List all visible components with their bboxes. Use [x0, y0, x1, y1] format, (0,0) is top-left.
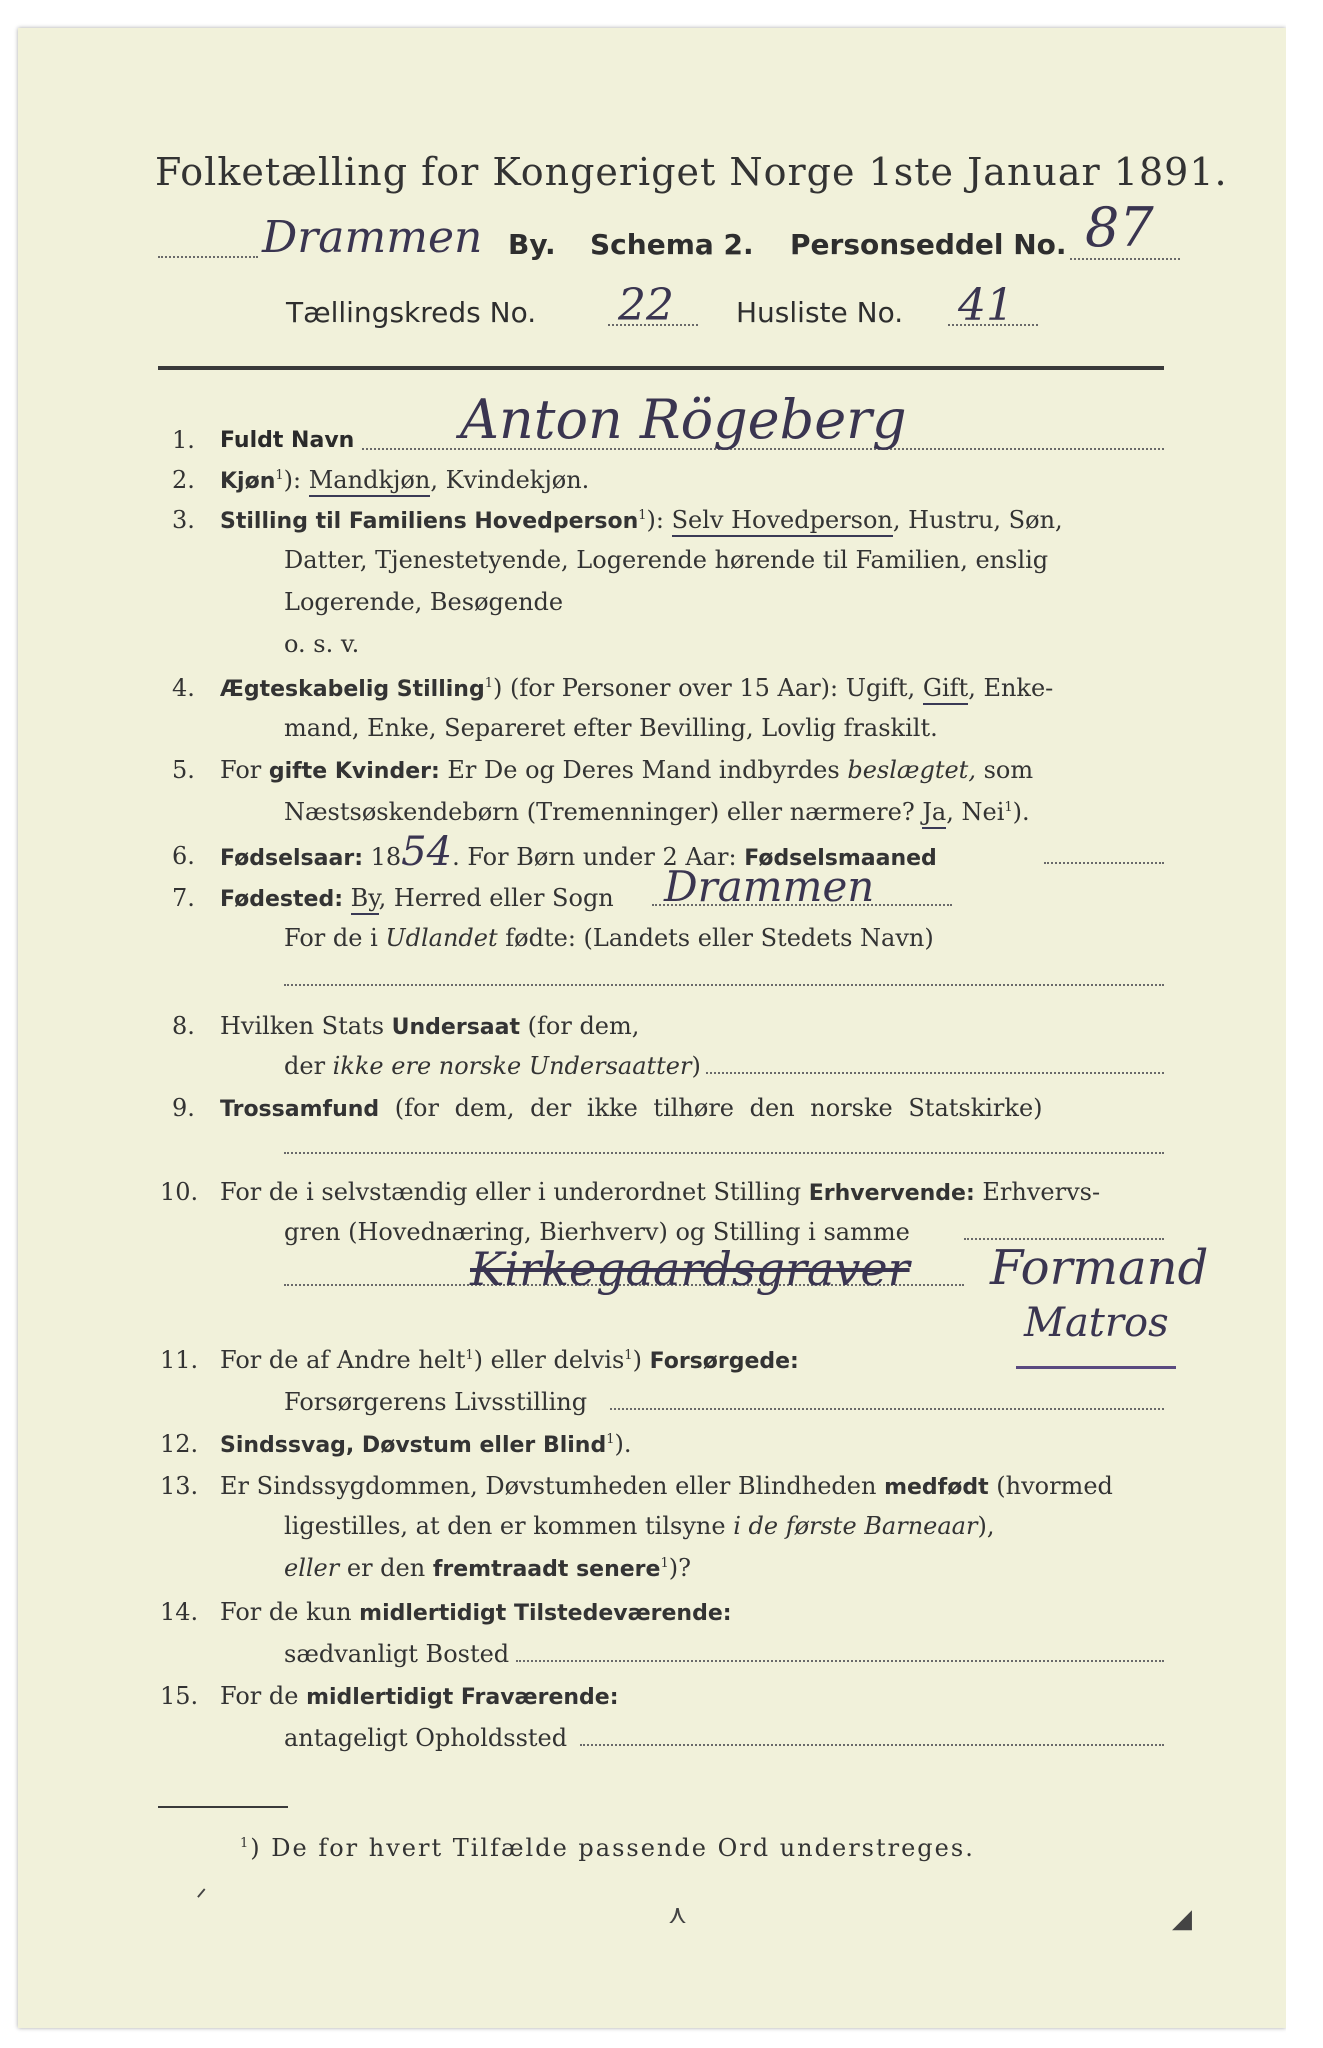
q1-number: 1. [172, 426, 195, 454]
q11-footnote-ref-1: 1 [465, 1348, 474, 1363]
q15-line2: antageligt Opholdssted [284, 1724, 568, 1752]
q8-line2-a: der [284, 1052, 333, 1080]
kreds-label: Tællingskreds No. [286, 296, 537, 329]
q12-line1 [220, 1430, 631, 1458]
q13-line2 [284, 1512, 994, 1540]
q10-pre: For de i selvstændig eller i underordnet Stilling [220, 1178, 809, 1206]
q5-footnote-ref: 1 [1004, 800, 1013, 815]
q15-pre: For de [220, 1682, 307, 1710]
q4-line2: mand, Enke, Separeret efter Bevilling, Lovlig fraskilt. [284, 714, 938, 742]
pencil-mark-icon: ⋏ [668, 1900, 688, 1930]
q1-name-handwritten: Anton Rögeberg [460, 388, 907, 451]
q14-dotted-line [516, 1660, 1164, 1662]
page-margin [1286, 0, 1323, 2048]
q4-footnote-ref: 1 [484, 676, 494, 691]
q10-handwritten-underline [1016, 1366, 1176, 1369]
q7-label: Fødested: [220, 887, 343, 912]
q6-text: . For Børn under 2 Aar: [452, 843, 745, 871]
schema-label: Schema 2. [590, 228, 754, 261]
q8-number: 8. [172, 1012, 195, 1040]
q5-som: som [975, 756, 1034, 784]
form-title: Folketælling for Kongeriget Norge 1ste Januar 1891. [155, 150, 1228, 194]
q3-option-selv-hovedperson: Selv Hovedperson [672, 506, 893, 537]
q12-footnote-ref: 1 [606, 1432, 615, 1447]
q7-option-by: By [351, 884, 379, 915]
q11-mid2: ) [632, 1346, 650, 1374]
q10-label: Erhvervende: [808, 1181, 975, 1206]
q13-line2-italic: i de første Barneaar [733, 1512, 978, 1540]
q6-label: Fødselsaar: [220, 846, 363, 871]
city-dotted-line [158, 256, 258, 258]
q3-sep: ): [646, 506, 672, 534]
q13-end: )? [668, 1554, 691, 1582]
husliste-dotted-line [948, 324, 1038, 326]
q4-text: ) (for Personer over 15 Aar): Ugift, [493, 674, 923, 702]
q12-end: ). [614, 1430, 632, 1458]
q3-line3: Logerende, Besøgende [284, 588, 564, 616]
q4-line1 [220, 674, 1053, 702]
q10-number: 10. [160, 1178, 199, 1206]
q8-line2 [284, 1052, 701, 1080]
q11-dotted-line [610, 1408, 1164, 1410]
q4-option-gift: Gift [923, 674, 968, 705]
q13-eller: eller [284, 1554, 340, 1582]
q2-number: 2. [172, 466, 195, 494]
q3-label: Stilling til Familiens Hovedperson [220, 509, 639, 534]
footnote [240, 1834, 975, 1862]
q3-options-rest: , Hustru, Søn, [892, 506, 1063, 534]
q5-option-ja: Ja [922, 798, 946, 829]
q2-footnote-ref: 1 [275, 468, 284, 483]
q11-footnote-ref-2: 1 [624, 1348, 633, 1363]
q8-dotted-line [706, 1072, 1164, 1074]
q10-occupation2-handwritten: Matros [1024, 1300, 1169, 1346]
kreds-dotted-line [608, 324, 698, 326]
q4-label: Ægteskabelig Stilling [220, 677, 485, 702]
q2-option-mandkjon: Mandkjøn [309, 466, 431, 497]
q15-label: midlertidigt Fraværende: [306, 1685, 619, 1710]
q3-line2: Datter, Tjenestetyende, Logerende hørende til Familien, enslig [284, 546, 1049, 574]
q13-line3-a: er den [339, 1554, 433, 1582]
personseddel-label: Personseddel No. [790, 228, 1067, 261]
q14-pre: For de kun [220, 1598, 360, 1626]
q8-line2-b: ) [691, 1052, 701, 1080]
q9-dotted-line [284, 1152, 1164, 1154]
q15-line1 [220, 1682, 619, 1710]
q6-label2: Fødselsmaaned [744, 846, 937, 871]
q11-pre: For de af Andre helt [220, 1346, 466, 1374]
q11-line2: Forsørgerens Livsstilling [284, 1388, 588, 1416]
q3-line4: o. s. v. [284, 630, 360, 658]
q8-text: (for dem, [520, 1012, 640, 1040]
q5-beslaegtet: beslægtet, [847, 756, 976, 784]
q12-number: 12. [160, 1430, 199, 1458]
q9-line1 [220, 1094, 1043, 1122]
q13-line2-b: ), [977, 1512, 995, 1540]
q5-label: gifte Kvinder: [268, 759, 440, 784]
q8-label: Undersaat [391, 1015, 521, 1040]
q12-label: Sindssvag, Døvstum eller Blind [220, 1433, 607, 1458]
q5-line2-text: Næstsøskendebørn (Tremenninger) eller nærmere? [284, 798, 923, 826]
q2-label: Kjøn [220, 469, 276, 494]
footnote-text: ) De for hvert Tilfælde passende Ord understreges. [250, 1834, 975, 1862]
q13-fremtraadt-senere: fremtraadt senere [432, 1557, 661, 1582]
q5-text: Er De og Deres Mand indbyrdes [439, 756, 848, 784]
q13-line2-a: ligestilles, at den er kommen tilsyne [284, 1512, 734, 1540]
q5-end: ). [1012, 798, 1030, 826]
q2-text [220, 466, 589, 494]
q1-label: Fuldt Navn [220, 428, 355, 453]
q7-number: 7. [172, 884, 195, 912]
q8-line2-italic: ikke ere norske Undersaatter [332, 1052, 692, 1080]
q10-line1 [220, 1178, 1100, 1206]
q15-number: 15. [160, 1682, 199, 1710]
by-label: By. [508, 228, 556, 261]
q10-text: Erhvervs- [974, 1178, 1101, 1206]
q14-number: 14. [160, 1598, 199, 1626]
personseddel-number-handwritten: 87 [1085, 196, 1154, 259]
kreds-number-handwritten: 22 [618, 280, 674, 331]
q10-occupation-handwritten: Formand [990, 1240, 1209, 1296]
q3-number: 3. [172, 506, 195, 534]
q3-footnote-ref: 1 [638, 508, 647, 523]
q4-option-enke: , Enke- [968, 674, 1054, 702]
q3-line1 [220, 506, 1063, 534]
q11-number: 11. [160, 1346, 199, 1374]
husliste-label: Husliste No. [736, 296, 904, 329]
q6-year-handwritten: 54 [401, 829, 453, 875]
q5-option-nei: , Nei [946, 798, 1005, 826]
q13-label: medfødt [884, 1475, 989, 1500]
q5-pre: For [220, 756, 269, 784]
q10-occupation-struck-handwritten: Kirkegaardsgraver [470, 1242, 910, 1296]
q11-label: Forsørgede: [649, 1349, 799, 1374]
q7-udlandet: Udlandet [385, 924, 498, 952]
footnote-rule [158, 1806, 288, 1808]
q7-line2-a: For de i [284, 924, 386, 952]
q13-text: (hvormed [988, 1472, 1113, 1500]
q7-line1 [220, 884, 614, 912]
q6-year-prefix: 18 [363, 843, 402, 871]
q8-pre: Hvilken Stats [220, 1012, 392, 1040]
q13-line1 [220, 1472, 1113, 1500]
q13-pre: Er Sindssygdommen, Døvstumheden eller Blindheden [220, 1472, 885, 1500]
q7-dotted-line-2 [284, 984, 1164, 986]
q9-number: 9. [172, 1094, 195, 1122]
q10-line2: gren (Hovednæring, Bierhverv) og Stilling i samme [284, 1218, 910, 1246]
q13-line3 [284, 1554, 691, 1582]
q9-text: (for dem, der ikke tilhøre den norske Statskirke) [379, 1094, 1043, 1122]
q8-line1 [220, 1012, 639, 1040]
footnote-ref: 1 [240, 1836, 251, 1851]
pencil-mark-icon: ᐟ [196, 1884, 208, 1914]
q2-sep: ): [283, 466, 309, 494]
q5-line2 [284, 798, 1030, 826]
q5-line1 [220, 756, 1033, 784]
q9-label: Trossamfund [220, 1097, 380, 1122]
q15-dotted-line [580, 1744, 1164, 1746]
q4-number: 4. [172, 674, 195, 702]
husliste-number-handwritten: 41 [958, 280, 1014, 331]
q14-line2: sædvanligt Bosted [284, 1640, 510, 1668]
q7-text: , Herred eller Sogn [378, 884, 614, 912]
q7-line2-b: fødte: (Landets eller Stedets Navn) [497, 924, 934, 952]
q11-mid: ) eller delvis [473, 1346, 625, 1374]
q14-label: midlertidigt Tilstedeværende: [359, 1601, 732, 1626]
q13-number: 13. [160, 1472, 199, 1500]
q11-line1 [220, 1346, 799, 1374]
q7-birthplace-handwritten: Drammen [664, 862, 875, 911]
q6-number: 6. [172, 842, 195, 870]
q5-number: 5. [172, 756, 195, 784]
q6-dotted-line [1044, 862, 1164, 864]
q2-option-kvindekjon: , Kvindekjøn. [430, 466, 590, 494]
pencil-mark-icon: ◢ [1172, 1904, 1192, 1934]
city-handwritten: Drammen [262, 212, 483, 263]
header-rule [158, 366, 1164, 370]
q14-line1 [220, 1598, 732, 1626]
q13-footnote-ref: 1 [660, 1556, 669, 1571]
q7-line2 [284, 924, 934, 952]
